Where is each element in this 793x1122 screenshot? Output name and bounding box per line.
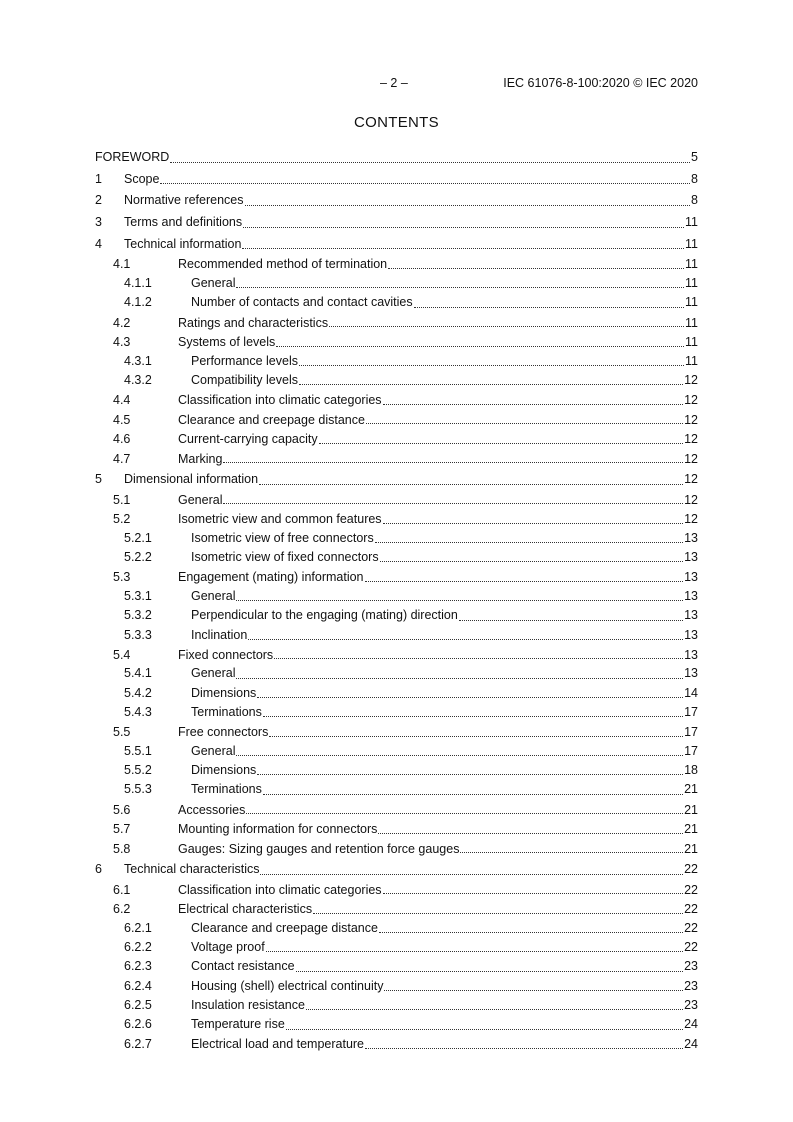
toc-entry[interactable] — [95, 168, 698, 190]
toc-entry-page: 11 — [685, 315, 698, 330]
toc-entry-number: 5.3.2 — [124, 608, 152, 623]
toc-entry-label: Systems of levels — [178, 335, 276, 350]
toc-entry-label: Mounting information for connectors — [178, 822, 378, 837]
toc-entry-label: Isometric view of fixed connectors — [191, 550, 379, 565]
toc-entry-number: 5.3.3 — [124, 627, 152, 642]
toc-entry[interactable] — [95, 977, 698, 996]
toc-entry-page: 22 — [684, 902, 698, 917]
toc-entry-page: 13 — [684, 550, 698, 565]
dot-leader — [460, 852, 683, 853]
toc-entry[interactable] — [95, 664, 698, 683]
dot-leader — [319, 443, 683, 444]
toc-entry[interactable] — [95, 509, 698, 529]
toc-entry-label: Performance levels — [191, 353, 298, 368]
page-header — [0, 76, 793, 92]
toc-entry-page: 14 — [684, 685, 698, 700]
toc-entry[interactable] — [95, 919, 698, 938]
toc-entry[interactable] — [95, 274, 698, 293]
dot-leader — [223, 503, 683, 504]
toc-entry[interactable] — [95, 938, 698, 957]
dot-leader — [260, 874, 683, 875]
toc-entry-page: 13 — [684, 627, 698, 642]
toc-entry-page: 23 — [684, 959, 698, 974]
standard-reference: IEC 61076-8-100:2020 © IEC 2020 — [503, 76, 698, 90]
toc-entry-page: 22 — [684, 882, 698, 897]
toc-entry[interactable] — [95, 352, 698, 371]
dot-leader — [365, 1048, 683, 1049]
toc-entry-label: Dimensional information — [124, 472, 259, 487]
toc-entry-page: 22 — [684, 862, 698, 877]
toc-entry-number: 5.2.2 — [124, 550, 152, 565]
toc-entry[interactable] — [95, 645, 698, 665]
toc-entry-label: Clearance and creepage distance — [178, 412, 365, 427]
toc-entry-page: 23 — [684, 978, 698, 993]
dot-leader — [379, 932, 683, 933]
dot-leader — [384, 990, 683, 991]
toc-entry-label: Ratings and characteristics — [178, 315, 329, 330]
toc-entry[interactable] — [95, 800, 698, 820]
toc-entry-number: 1 — [95, 171, 102, 186]
toc-entry[interactable] — [95, 819, 698, 839]
toc-entry-number: 5.4.1 — [124, 666, 152, 681]
toc-entry-label: Compatibility levels — [191, 372, 298, 387]
toc-entry-number: 5.4.2 — [124, 685, 152, 700]
toc-entry[interactable] — [95, 529, 698, 548]
toc-entry-label: Normative references — [124, 193, 244, 208]
toc-entry-label: Technical characteristics — [124, 862, 260, 877]
toc-entry-number: 4.2 — [113, 315, 131, 330]
toc-entry-page: 13 — [684, 647, 698, 662]
dot-leader — [259, 484, 683, 485]
toc-entry[interactable] — [95, 858, 698, 880]
toc-entry-label: Electrical load and temperature — [191, 1036, 365, 1051]
toc-entry-number: 5.2.1 — [124, 530, 152, 545]
toc-entry-page: 21 — [684, 822, 698, 837]
toc-entry-page: 17 — [684, 704, 698, 719]
toc-entry-number: 6.2.2 — [124, 940, 152, 955]
toc-entry-page: 11 — [685, 215, 698, 230]
toc-entry-label: General — [191, 275, 236, 290]
toc-entry[interactable] — [95, 684, 698, 703]
page-title: CONTENTS — [354, 114, 439, 131]
toc-entry-number: 4.3.2 — [124, 372, 152, 387]
toc-entry-number: 5.3 — [113, 570, 131, 585]
toc-entry-label: Engagement (mating) information — [178, 570, 364, 585]
toc-entry-page: 12 — [684, 393, 698, 408]
toc-entry[interactable] — [95, 1015, 698, 1034]
dot-leader — [383, 404, 684, 405]
toc-entry-page: 12 — [684, 412, 698, 427]
toc-entry-page: 17 — [684, 743, 698, 758]
toc-entry[interactable] — [95, 567, 698, 587]
dot-leader — [274, 658, 683, 659]
toc-entry-label: Temperature rise — [191, 1017, 285, 1032]
toc-entry-page: 12 — [684, 372, 698, 387]
toc-entry-number: 6.2.1 — [124, 920, 152, 935]
toc-entry[interactable] — [95, 1035, 698, 1054]
dot-leader — [299, 384, 683, 385]
toc-entry-number: 6.2 — [113, 902, 131, 917]
toc-entry-number: 5.5.3 — [124, 782, 152, 797]
toc-entry-label: Dimensions — [191, 762, 257, 777]
dot-leader — [414, 307, 684, 308]
toc-entry-page: 11 — [685, 335, 698, 350]
toc-entry-number: 4.1.1 — [124, 275, 152, 290]
toc-entry-label: Marking — [178, 451, 223, 466]
dot-leader — [160, 183, 690, 184]
toc-entry-label: Clearance and creepage distance — [191, 920, 378, 935]
toc-entry-page: 13 — [684, 570, 698, 585]
dot-leader — [246, 813, 683, 814]
toc-entry-number: 5.4 — [113, 647, 131, 662]
dot-leader — [296, 971, 684, 972]
toc-entry-number: 5.2 — [113, 512, 131, 527]
toc-entry-page: 18 — [684, 762, 698, 777]
toc-entry[interactable] — [95, 211, 698, 233]
toc-entry-page: 11 — [685, 353, 698, 368]
toc-entry-page: 12 — [684, 472, 698, 487]
toc-entry-number: 6.1 — [113, 882, 131, 897]
toc-entry-page: 11 — [685, 257, 698, 272]
toc-entry-label: General — [191, 666, 236, 681]
page-number: – 2 – — [380, 76, 408, 90]
toc-entry-label: Electrical characteristics — [178, 902, 313, 917]
toc-entry[interactable] — [95, 606, 698, 625]
toc-entry-number: 5.3.1 — [124, 588, 152, 603]
toc-entry-number: 5.6 — [113, 802, 131, 817]
dot-leader — [248, 639, 683, 640]
toc-entry-label: Classification into climatic categories — [178, 882, 382, 897]
toc-entry-label: Inclination — [191, 627, 248, 642]
dot-leader — [243, 227, 684, 228]
toc-entry-label: Insulation resistance — [191, 997, 305, 1012]
toc-entry-number: 6.2.3 — [124, 959, 152, 974]
toc-entry-label: General — [191, 588, 236, 603]
toc-entry-label: Perpendicular to the engaging (mating) direction — [191, 608, 458, 623]
toc-entry-page: 21 — [684, 802, 698, 817]
toc-entry-number: 5.5.1 — [124, 743, 152, 758]
toc-entry-page: 12 — [684, 451, 698, 466]
dot-leader — [313, 913, 683, 914]
toc-entry[interactable] — [95, 742, 698, 761]
dot-leader — [269, 736, 683, 737]
toc-entry[interactable] — [95, 449, 698, 469]
toc-entry-label: General — [191, 743, 236, 758]
dot-leader — [380, 561, 684, 562]
toc-entry[interactable] — [95, 146, 698, 168]
toc-entry-label: Isometric view and common features — [178, 512, 382, 527]
dot-leader — [263, 794, 683, 795]
toc-entry-page: 11 — [685, 295, 698, 310]
toc-entry-number: 4 — [95, 236, 102, 251]
toc-entry-label: Recommended method of termination — [178, 257, 388, 272]
toc-entry[interactable] — [95, 880, 698, 900]
toc-entry-number: 5.5.2 — [124, 762, 152, 777]
toc-entry-number: 6.2.7 — [124, 1036, 152, 1051]
dot-leader — [236, 287, 684, 288]
toc-entry-number: 4.4 — [113, 393, 131, 408]
toc-entry-label: Voltage proof — [191, 940, 265, 955]
dot-leader — [170, 162, 690, 163]
toc-entry[interactable] — [95, 548, 698, 567]
dot-leader — [245, 205, 691, 206]
toc-entry-page: 12 — [684, 492, 698, 507]
dot-leader — [383, 523, 684, 524]
toc-entry-label: Fixed connectors — [178, 647, 274, 662]
toc-entry-number: 6 — [95, 862, 102, 877]
toc-entry-number: 5.7 — [113, 822, 131, 837]
toc-entry-number: 4.5 — [113, 412, 131, 427]
toc-entry-page: 8 — [691, 171, 698, 186]
toc-entry[interactable] — [95, 293, 698, 312]
toc-entry-number: 3 — [95, 215, 102, 230]
toc-entry-number: 4.3.1 — [124, 353, 152, 368]
dot-leader — [263, 716, 683, 717]
toc-entry-label: Terminations — [191, 782, 262, 797]
dot-leader — [223, 462, 683, 463]
toc-entry-page: 24 — [684, 1036, 698, 1051]
toc-entry-page: 11 — [685, 236, 698, 251]
toc-entry[interactable] — [95, 957, 698, 976]
dot-leader — [306, 1009, 683, 1010]
dot-leader — [366, 423, 683, 424]
toc-entry[interactable] — [95, 839, 698, 859]
toc-entry-label: Terms and definitions — [124, 215, 243, 230]
dot-leader — [276, 346, 684, 347]
dot-leader — [383, 893, 684, 894]
toc-entry-label: Contact resistance — [191, 959, 295, 974]
dot-leader — [286, 1029, 683, 1030]
toc-entry-number: 5.4.3 — [124, 704, 152, 719]
toc-entry[interactable] — [95, 313, 698, 333]
toc-entry[interactable] — [95, 626, 698, 645]
toc-entry-page: 17 — [684, 725, 698, 740]
toc-entry[interactable] — [95, 587, 698, 606]
toc-entry-number: 5.8 — [113, 841, 131, 856]
toc-entry[interactable] — [95, 254, 698, 274]
toc-entry[interactable] — [95, 429, 698, 449]
dot-leader — [299, 365, 684, 366]
toc-entry-label: Classification into climatic categories — [178, 393, 382, 408]
toc-entry-number: 4.6 — [113, 432, 131, 447]
toc-entry-label: Accessories — [178, 802, 246, 817]
toc-entry-label: Gauges: Sizing gauges and retention force gauges — [178, 841, 460, 856]
toc-entry-number: 6.2.4 — [124, 978, 152, 993]
toc-entry-label: Scope — [124, 171, 160, 186]
toc-entry-page: 21 — [684, 841, 698, 856]
table-of-contents — [95, 146, 698, 1054]
dot-leader — [242, 248, 684, 249]
toc-entry-page: 21 — [684, 782, 698, 797]
toc-entry-number: 5.5 — [113, 725, 131, 740]
toc-entry-page: 11 — [685, 275, 698, 290]
toc-entry-label: Housing (shell) electrical continuity — [191, 978, 384, 993]
toc-entry-number: 4.1 — [113, 257, 131, 272]
toc-entry-page: 13 — [684, 666, 698, 681]
dot-leader — [378, 833, 683, 834]
toc-entry-page: 8 — [691, 193, 698, 208]
toc-entry[interactable] — [95, 468, 698, 490]
toc-entry-label: Dimensions — [191, 685, 257, 700]
toc-entry-number: 4.7 — [113, 451, 131, 466]
toc-entry-page: 13 — [684, 588, 698, 603]
toc-entry-number: 4.3 — [113, 335, 131, 350]
dot-leader — [329, 326, 684, 327]
dot-leader — [236, 755, 683, 756]
toc-entry-label: Number of contacts and contact cavities — [191, 295, 413, 310]
dot-leader — [236, 600, 683, 601]
toc-entry-number: 5 — [95, 472, 102, 487]
toc-entry-number: 4.1.2 — [124, 295, 152, 310]
toc-entry-label: Terminations — [191, 704, 262, 719]
toc-entry-page: 12 — [684, 432, 698, 447]
toc-entry[interactable] — [95, 332, 698, 352]
toc-entry[interactable] — [95, 996, 698, 1015]
toc-entry-label: General — [178, 492, 223, 507]
toc-entry-page: 13 — [684, 530, 698, 545]
toc-entry-label: Current-carrying capacity — [178, 432, 318, 447]
toc-entry-page: 23 — [684, 997, 698, 1012]
toc-entry[interactable] — [95, 390, 698, 410]
dot-leader — [257, 697, 683, 698]
toc-entry[interactable] — [95, 780, 698, 799]
toc-entry-page: 24 — [684, 1017, 698, 1032]
toc-entry[interactable] — [95, 490, 698, 510]
toc-entry[interactable] — [95, 899, 698, 919]
toc-entry-page: 12 — [684, 512, 698, 527]
toc-entry-label: Technical information — [124, 236, 242, 251]
toc-entry-page: 5 — [691, 150, 698, 164]
toc-entry-page: 22 — [684, 940, 698, 955]
toc-entry-number: 6.2.6 — [124, 1017, 152, 1032]
toc-entry-number: 6.2.5 — [124, 997, 152, 1012]
toc-entry[interactable] — [95, 371, 698, 390]
dot-leader — [459, 620, 683, 621]
dot-leader — [388, 268, 684, 269]
toc-entry-page: 22 — [684, 920, 698, 935]
toc-entry-label: Isometric view of free connectors — [191, 530, 374, 545]
dot-leader — [266, 951, 683, 952]
toc-entry[interactable] — [95, 189, 698, 211]
toc-entry[interactable] — [95, 703, 698, 722]
toc-entry-number: 5.1 — [113, 492, 131, 507]
toc-entry-page: 13 — [684, 608, 698, 623]
dot-leader — [257, 774, 683, 775]
toc-entry-label: Free connectors — [178, 725, 269, 740]
toc-entry[interactable] — [95, 761, 698, 780]
dot-leader — [365, 581, 684, 582]
toc-entry[interactable] — [95, 233, 698, 255]
dot-leader — [236, 678, 683, 679]
toc-entry-number: 2 — [95, 193, 102, 208]
toc-entry-label: FOREWORD — [95, 150, 170, 164]
toc-entry[interactable] — [95, 722, 698, 742]
dot-leader — [375, 542, 683, 543]
toc-entry[interactable] — [95, 410, 698, 430]
